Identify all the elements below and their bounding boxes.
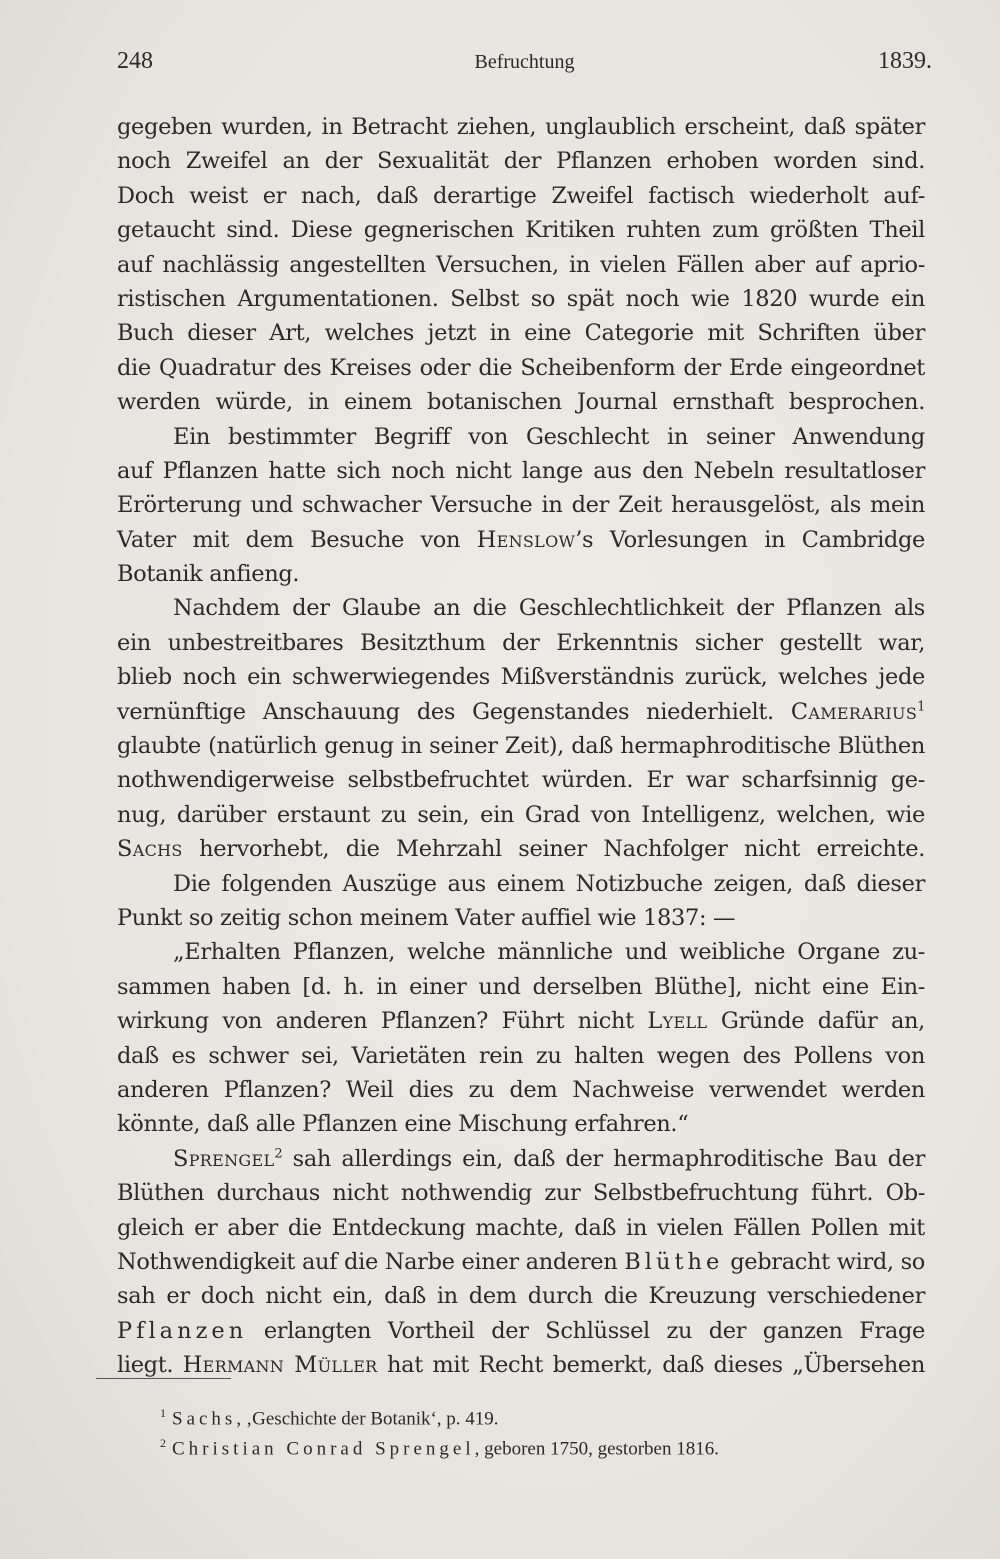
name-hermann-muller: Hermann Müller xyxy=(182,1352,378,1379)
text-line: die Quadratur des Kreises oder die Scheibenform der Erde eingeordnet xyxy=(117,354,925,381)
text-line: Sprengel$^2$ sah allerdings ein, daß der hermaphroditische Bau der xyxy=(173,1145,925,1172)
text-line: Ein bestimmter Begriff von Geschlecht in seiner Anwendung xyxy=(173,423,925,450)
footnote-rule xyxy=(96,1378,231,1379)
footnote-text: , ‚Geschichte der Botanik‘, p. 419. xyxy=(236,1408,499,1430)
text-line: ein unbestreitbares Besitzthum der Erkenntnis sicher gestellt war, xyxy=(117,629,925,656)
footnote-marker: 1 xyxy=(160,1406,166,1420)
footnote-2 xyxy=(160,1428,930,1458)
text-line: auf Pflanzen hatte sich noch nicht lange aus den Nebeln resultatloser xyxy=(117,457,925,484)
text-line: Nachdem der Glaube an die Geschlechtlichkeit der Pflanzen als xyxy=(173,595,925,622)
text-line: gleich er aber die Entdeckung machte, daß in vielen Fällen Pollen mit xyxy=(117,1214,925,1241)
text-line: noch Zweifel an der Sexualität der Pflanzen erhoben worden sind. xyxy=(117,148,925,175)
footnote-marker: 2 xyxy=(160,1436,166,1450)
name-sachs: Sachs xyxy=(117,836,183,863)
text-line: vernünftige Anschauung des Gegenstandes niederhielt. Camerarius$^1$ xyxy=(117,698,925,725)
footnotes xyxy=(160,1398,930,1458)
text-line: Botanik anfieng. xyxy=(117,561,300,588)
text-line: Buch dieser Art, welches jetzt in eine Categorie mit Schriften über xyxy=(117,320,925,347)
text-line: nug, darüber erstaunt zu sein, ein Grad von Intelligenz, welchen, wie xyxy=(117,801,925,828)
name-sprengel: Sprengel xyxy=(173,1145,275,1172)
footnote-author: Christian Conrad Sprengel xyxy=(172,1438,475,1460)
text-line: ristischen Argumentationen. Selbst so spät noch wie 1820 wurde ein xyxy=(117,285,925,312)
text-line: Doch weist er nach, daß derartige Zweifel factisch wiederholt auf- xyxy=(117,182,925,209)
text-line: Blüthen durchaus nicht nothwendig zur Selbstbefruchtung führt. Ob- xyxy=(117,1180,925,1207)
running-head xyxy=(117,48,932,78)
footnote-author: Sachs xyxy=(172,1408,237,1430)
running-year: 1839. xyxy=(878,48,932,74)
text-line: Punkt so zeitig schon meinem Vater auffiel wie 1837: — xyxy=(117,904,736,931)
text-line: „Erhalten Pflanzen, welche männliche und weibliche Organe zu- xyxy=(173,939,925,966)
text-line: nothwendigerweise selbstbefruchtet würden. Er war scharfsinnig ge- xyxy=(117,767,925,794)
text-line: Nothwendigkeit auf die Narbe einer anderen Blüthe gebracht wird, so xyxy=(117,1248,925,1275)
text-line: sammen haben [d. h. in einer und derselben Blüthe], nicht eine Ein- xyxy=(117,973,925,1000)
spaced-bluthe: Blüthe xyxy=(624,1248,724,1275)
text-line: glaubte (natürlich genug in seiner Zeit), daß hermaphroditische Blüthen xyxy=(117,733,925,760)
name-camerarius: Camerarius xyxy=(790,698,918,725)
text-line: daß es schwer sei, Varietäten rein zu halten wegen des Pollens von xyxy=(117,1042,925,1069)
text-line: werden würde, in einem botanischen Journal ernsthaft besprochen. xyxy=(117,389,925,416)
text-line: Sachs hervorhebt, die Mehrzahl seiner Nachfolger nicht erreichte. xyxy=(117,836,925,863)
footnote-text: , geboren 1750, gestorben 1816. xyxy=(474,1438,719,1460)
text-line: Vater mit dem Besuche von Henslow’s Vorlesungen in Cambridge xyxy=(117,526,925,553)
footnote-ref-2: 2 xyxy=(274,1146,283,1162)
text-line: könnte, daß alle Pflanzen eine Mischung erfahren.“ xyxy=(117,1111,689,1138)
footnote-ref-1: 1 xyxy=(917,699,925,715)
footnote-1 xyxy=(160,1398,930,1428)
text-line: Pflanzen erlangten Vortheil der Schlüssel zu der ganzen Frage xyxy=(117,1317,925,1344)
text-line: getaucht sind. Diese gegnerischen Kritiken ruhten zum größten Theil xyxy=(117,217,925,244)
name-lyell: Lyell xyxy=(647,1008,708,1035)
text-line: auf nachlässig angestellten Versuchen, in vielen Fällen aber auf aprio- xyxy=(117,251,925,278)
text-line: anderen Pflanzen? Weil dies zu dem Nachweise verwendet werden xyxy=(117,1076,925,1103)
text-line: blieb noch ein schwerwiegendes Mißverständnis zurück, welches jede xyxy=(117,664,925,691)
text-line: Die folgenden Auszüge aus einem Notizbuche zeigen, daß dieser xyxy=(173,870,925,897)
running-title: Befruchtung xyxy=(474,51,575,73)
text-line: Erörterung und schwacher Versuche in der Zeit herausgelöst, als mein xyxy=(117,492,925,519)
page-number: 248 xyxy=(117,48,153,74)
text-line: wirkung von anderen Pflanzen? Führt nicht Lyell Gründe dafür an, xyxy=(117,1008,925,1035)
text-line: sah er doch nicht ein, daß in dem durch die Kreuzung verschiedener xyxy=(117,1283,925,1310)
text-line: gegeben wurden, in Betracht ziehen, unglaublich erscheint, daß später xyxy=(117,114,925,140)
text-line: liegt. Hermann Müller hat mit Recht bemerkt, daß dieses „Übersehen xyxy=(117,1352,925,1379)
body-text xyxy=(117,110,925,1382)
name-henslow: Henslow xyxy=(476,526,576,553)
spaced-pflanzen: Pflanzen xyxy=(117,1317,248,1344)
